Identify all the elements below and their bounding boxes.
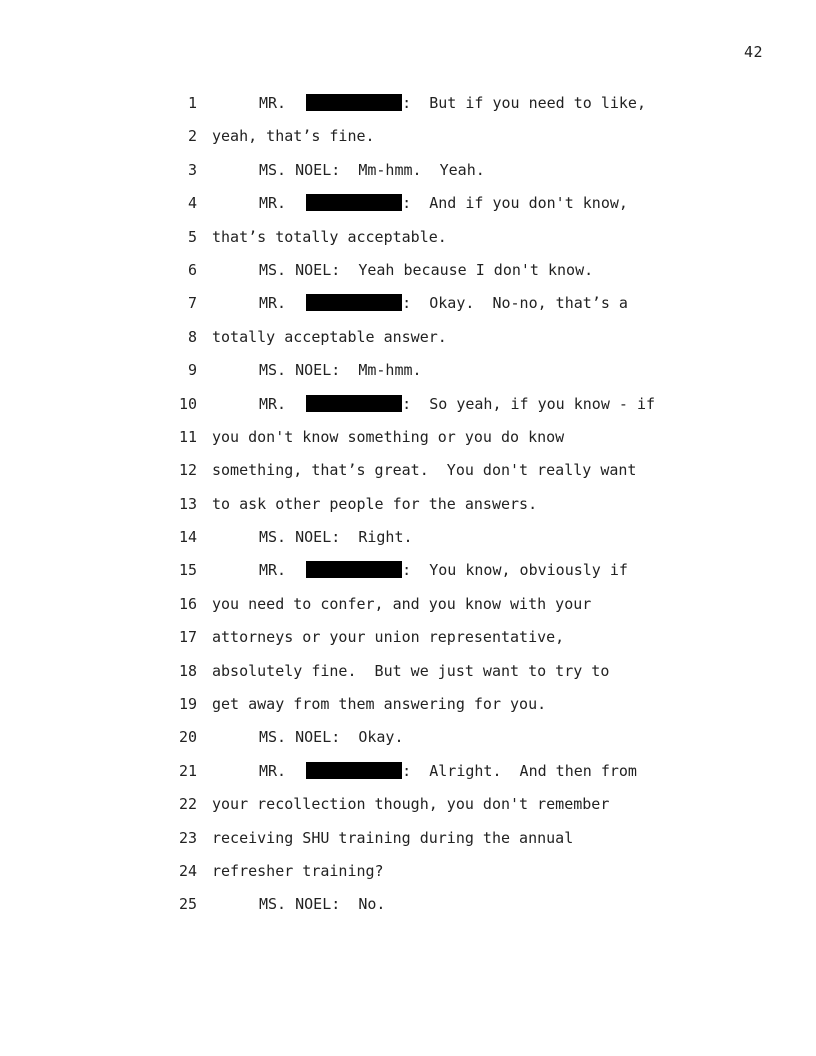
transcript-line bbox=[0, 120, 816, 153]
page-number: 42 bbox=[743, 43, 763, 61]
line-number: 15 bbox=[178, 561, 197, 580]
redaction-bar bbox=[306, 194, 402, 211]
line-content: totally acceptable answer. bbox=[212, 327, 447, 346]
line-text bbox=[259, 755, 637, 788]
line-number: 7 bbox=[187, 294, 197, 313]
transcript-line bbox=[0, 388, 816, 421]
line-content: attorneys or your union representative, bbox=[212, 628, 565, 647]
transcript-body bbox=[0, 87, 816, 922]
transcript-line bbox=[0, 187, 816, 220]
line-content: something, that’s great. You don't really want bbox=[212, 461, 637, 480]
line-content: : You know, obviously if bbox=[402, 561, 628, 580]
transcript-line bbox=[0, 154, 816, 187]
line-number: 18 bbox=[178, 661, 197, 680]
transcript-line bbox=[0, 588, 816, 621]
line-content: absolutely fine. But we just want to try to bbox=[212, 661, 610, 680]
line-content: you don't know something or you do know bbox=[212, 427, 565, 446]
transcript-line bbox=[0, 554, 816, 587]
transcript-line bbox=[0, 888, 816, 921]
line-content: you need to confer, and you know with your bbox=[212, 594, 592, 613]
line-content: your recollection though, you don't remember bbox=[212, 795, 610, 814]
speaker-label: MR. bbox=[259, 561, 287, 580]
line-text bbox=[259, 354, 422, 387]
line-content: MS. NOEL: Mm-hmm. Yeah. bbox=[259, 160, 485, 179]
line-text bbox=[212, 221, 447, 254]
line-number: 13 bbox=[178, 494, 197, 513]
line-text bbox=[259, 721, 404, 754]
line-content: MS. NOEL: Right. bbox=[259, 528, 413, 547]
line-text bbox=[212, 454, 636, 487]
speaker-label: MR. bbox=[259, 194, 287, 213]
line-number: 10 bbox=[178, 394, 197, 413]
redaction-bar bbox=[306, 561, 402, 578]
line-content: get away from them answering for you. bbox=[212, 695, 547, 714]
line-text bbox=[212, 488, 537, 521]
transcript-line bbox=[0, 822, 816, 855]
line-text bbox=[259, 554, 628, 587]
line-text bbox=[259, 287, 628, 320]
line-number: 8 bbox=[187, 327, 197, 346]
line-text bbox=[212, 688, 546, 721]
line-content: receiving SHU training during the annual bbox=[212, 828, 574, 847]
redaction-bar bbox=[306, 294, 402, 311]
line-content: : But if you need to like, bbox=[402, 94, 646, 112]
line-number: 3 bbox=[187, 160, 197, 179]
redaction-bar bbox=[306, 395, 402, 412]
speaker-label: MR. bbox=[259, 294, 287, 313]
line-number: 20 bbox=[178, 728, 197, 747]
line-text bbox=[259, 87, 646, 120]
line-number: 11 bbox=[178, 427, 197, 446]
line-number: 23 bbox=[178, 828, 197, 847]
line-content: that’s totally acceptable. bbox=[212, 227, 447, 246]
transcript-line bbox=[0, 788, 816, 821]
line-text bbox=[259, 154, 485, 187]
speaker-label: MR. bbox=[259, 94, 287, 112]
transcript-line bbox=[0, 421, 816, 454]
transcript-line bbox=[0, 287, 816, 320]
line-text bbox=[212, 120, 375, 153]
line-content: yeah, that’s fine. bbox=[212, 127, 375, 146]
transcript-line bbox=[0, 521, 816, 554]
line-number: 12 bbox=[178, 461, 197, 480]
line-text bbox=[259, 187, 628, 220]
line-text bbox=[259, 254, 593, 287]
line-number: 21 bbox=[178, 761, 197, 780]
line-text bbox=[212, 822, 573, 855]
line-number: 22 bbox=[178, 795, 197, 814]
speaker-label: MR. bbox=[259, 394, 287, 413]
line-content: : And if you don't know, bbox=[402, 194, 628, 213]
line-content: to ask other people for the answers. bbox=[212, 494, 538, 513]
line-text bbox=[212, 588, 591, 621]
line-text bbox=[259, 521, 413, 554]
line-number: 14 bbox=[178, 528, 197, 547]
redaction-bar bbox=[306, 94, 402, 111]
line-content: MS. NOEL: Okay. bbox=[259, 728, 404, 747]
line-number: 6 bbox=[187, 260, 197, 279]
line-text bbox=[212, 621, 564, 654]
line-text bbox=[212, 655, 609, 688]
transcript-line bbox=[0, 87, 816, 120]
line-text bbox=[259, 888, 385, 921]
transcript-line bbox=[0, 655, 816, 688]
line-number: 9 bbox=[187, 361, 197, 380]
speaker-label: MR. bbox=[259, 761, 287, 780]
line-text bbox=[212, 788, 609, 821]
line-text bbox=[212, 855, 384, 888]
line-content: MS. NOEL: No. bbox=[259, 895, 386, 914]
line-text bbox=[212, 321, 447, 354]
line-content: : So yeah, if you know - if bbox=[402, 394, 656, 413]
transcript-line bbox=[0, 721, 816, 754]
line-number: 17 bbox=[178, 628, 197, 647]
transcript-line bbox=[0, 755, 816, 788]
line-number: 5 bbox=[187, 227, 197, 246]
line-number: 4 bbox=[187, 194, 197, 213]
line-content: MS. NOEL: Mm-hmm. bbox=[259, 361, 422, 380]
transcript-line bbox=[0, 621, 816, 654]
transcript-line bbox=[0, 688, 816, 721]
transcript-line bbox=[0, 354, 816, 387]
transcript-line bbox=[0, 488, 816, 521]
line-content: : Okay. No-no, that’s a bbox=[402, 294, 628, 313]
transcript-line bbox=[0, 321, 816, 354]
line-content: refresher training? bbox=[212, 861, 384, 880]
line-text bbox=[212, 421, 564, 454]
line-number: 1 bbox=[187, 94, 197, 112]
redaction-bar bbox=[306, 762, 402, 779]
line-text bbox=[259, 388, 655, 421]
line-number: 25 bbox=[178, 895, 197, 914]
transcript-line bbox=[0, 221, 816, 254]
line-number: 24 bbox=[178, 861, 197, 880]
line-number: 16 bbox=[178, 594, 197, 613]
line-content: : Alright. And then from bbox=[402, 761, 637, 780]
line-number: 19 bbox=[178, 695, 197, 714]
transcript-line bbox=[0, 254, 816, 287]
line-number: 2 bbox=[187, 127, 197, 146]
transcript-line bbox=[0, 855, 816, 888]
line-content: MS. NOEL: Yeah because I don't know. bbox=[259, 260, 594, 279]
transcript-line bbox=[0, 454, 816, 487]
